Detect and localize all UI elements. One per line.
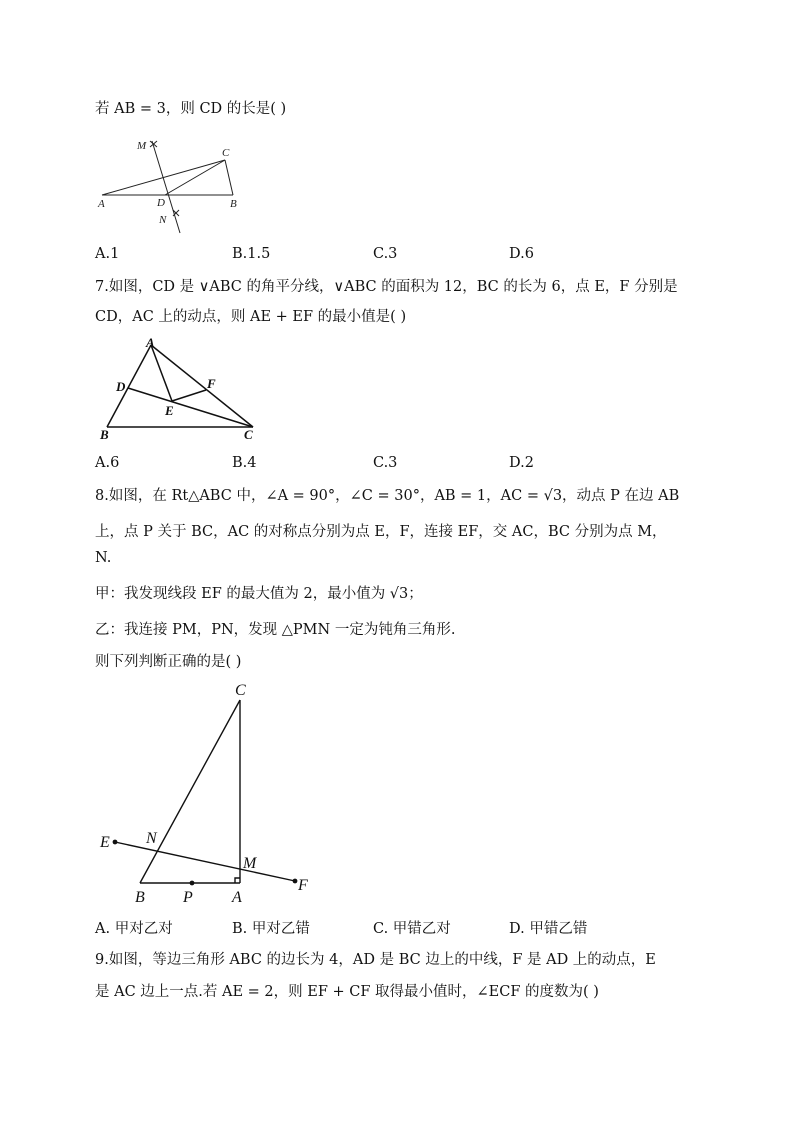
q8-option-a: A. 甲对乙对 (95, 921, 173, 937)
q7-figure (95, 335, 265, 445)
q6-figure (95, 135, 255, 235)
q6-label-D: D (157, 197, 165, 209)
q6-label-C: C (222, 147, 230, 159)
q8-option-d: D. 甲错乙错 (509, 921, 588, 937)
q6-option-c: C.3 (373, 246, 398, 262)
q8-label-M: M (243, 855, 257, 872)
q8-stem-line2: 上，点 P 关于 BC，AC 的对称点分别为点 E，F，连接 EF，交 AC，BC 分别为点 M， (95, 524, 667, 540)
q8-option-c: C. 甲错乙对 (373, 921, 451, 937)
q7-option-c: C.3 (373, 455, 398, 471)
q6-label-B: B (230, 198, 237, 210)
q9-stem-line2: 是 AC 边上一点.若 AE = 2，则 EF + CF 取得最小值时，∠ECF 的度数为( ) (95, 984, 599, 1000)
q6-label-M: M (137, 140, 147, 152)
q8-stem-line1: 8.如图，在 Rt△ABC 中，∠A = 90°，∠C = 30°，AB = 1，AC = √3，动点 P 在边 AB (95, 488, 680, 504)
q8-label-P: P (183, 889, 193, 906)
q7-label-F: F (207, 376, 216, 391)
q8-label-N: N (146, 830, 157, 847)
q6-option-b: B.1.5 (232, 246, 271, 262)
q6-label-N: N (159, 214, 167, 226)
q8-label-A: A (232, 889, 242, 906)
q7-option-a: A.6 (95, 455, 120, 471)
q6-option-d: D.6 (509, 246, 534, 262)
q8-label-F: F (298, 877, 308, 894)
q7-label-A: A (146, 335, 155, 350)
q8-question: 则下列判断正确的是( ) (95, 654, 242, 670)
q9-stem-line1: 9.如图，等边三角形 ABC 的边长为 4，AD 是 BC 边上的中线，F 是 AD 上的动点，E (95, 952, 656, 968)
q8-stem-line3: N. (95, 550, 112, 566)
q7-option-d: D.2 (509, 455, 534, 471)
q8-label-B: B (135, 889, 145, 906)
q7-stem-line1: 7.如图，CD 是 ∨ABC 的角平分线，∨ABC 的面积为 12，BC 的长为 6，点 E，F 分别是 (95, 279, 678, 295)
q8-figure (95, 680, 325, 910)
q8-label-C: C (235, 682, 246, 699)
q6-stem: 若 AB = 3，则 CD 的长是( ) (95, 101, 287, 117)
q6-label-A: A (98, 198, 105, 210)
q7-label-C: C (244, 427, 253, 442)
q7-option-b: B.4 (232, 455, 257, 471)
q7-stem-line2: CD，AC 上的动点，则 AE + EF 的最小值是( ) (95, 309, 407, 325)
q8-statement-yi: 乙：我连接 PM，PN，发现 △PMN 一定为钝角三角形. (95, 622, 456, 638)
q8-option-b: B. 甲对乙错 (232, 921, 310, 937)
q8-label-E: E (100, 834, 110, 851)
q7-label-E: E (165, 403, 174, 418)
q8-statement-jia: 甲：我发现线段 EF 的最大值为 2，最小值为 √3； (95, 586, 423, 602)
q7-label-B: B (100, 427, 109, 442)
q7-label-D: D (116, 379, 126, 394)
q6-option-a: A.1 (95, 246, 120, 262)
